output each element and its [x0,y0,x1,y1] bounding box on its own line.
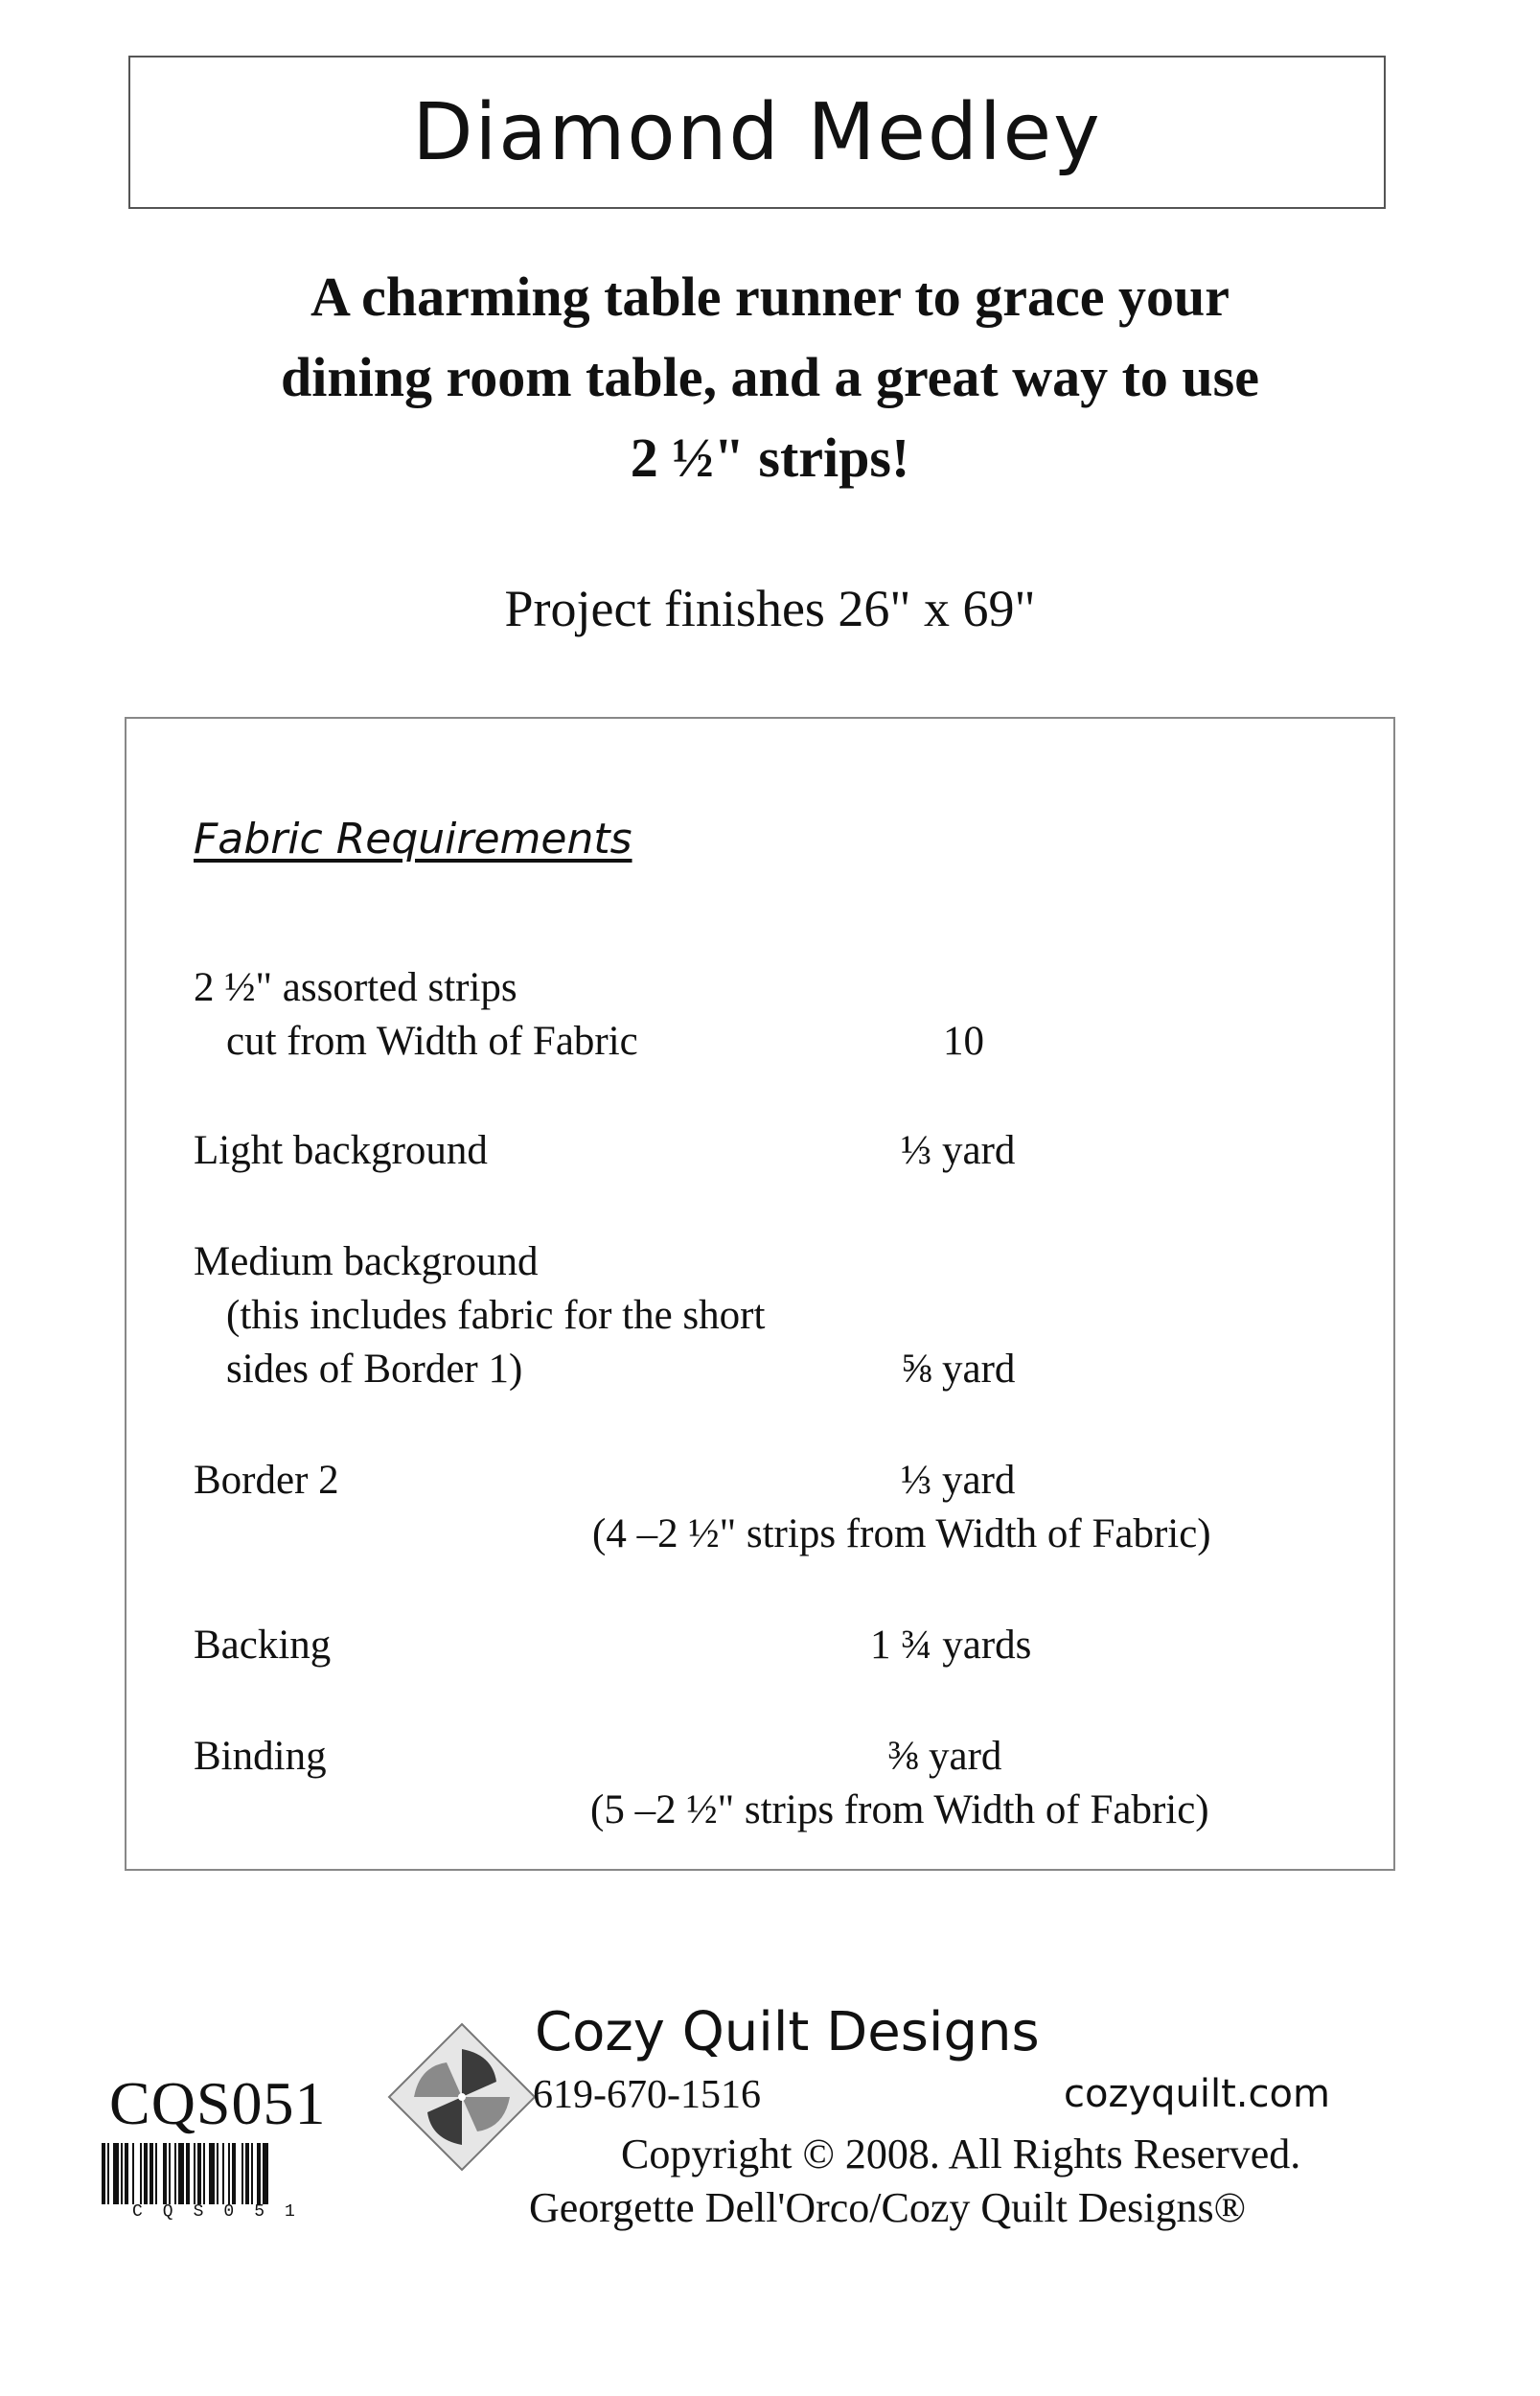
requirement-note: (5 –2 ½" strips from Width of Fabric) [590,1787,1209,1832]
requirement-amount: ⅓ yard [901,1458,1016,1503]
fabric-requirements-box [125,717,1395,1871]
website-link[interactable]: cozyquilt.com [1064,2072,1330,2116]
barcode-icon [100,2143,345,2204]
phone-number: 619-670-1516 [533,2073,761,2117]
project-finishes: Project finishes 26" x 69" [504,580,1036,637]
brand-name: Cozy Quilt Designs [535,2001,1040,2063]
page-title: Diamond Medley [412,86,1102,178]
tagline-line: 2 ½" strips! [630,426,910,489]
requirements-heading: Fabric Requirements [194,815,632,864]
requirement-name: 2 ½" assorted strips [194,965,517,1010]
author-credit: Georgette Dell'Orco/Cozy Quilt Designs® [529,2184,1247,2231]
requirement-name: Light background [194,1128,488,1173]
product-sku: CQS051 [109,2069,327,2137]
copyright-notice: Copyright © 2008. All Rights Reserved. [621,2131,1301,2177]
requirement-amount: 1 ¾ yards [870,1623,1032,1668]
barcode-text: CQS051 [132,2202,315,2222]
requirement-amount: 10 [943,1019,984,1064]
requirement-name: Binding [194,1734,327,1779]
tagline [96,257,1444,498]
tagline-line: dining room table, and a great way to use [281,346,1259,408]
requirement-detail: (this includes fabric for the short [226,1293,766,1338]
requirement-amount: ⅝ yard [901,1347,1016,1392]
title-box [128,56,1386,209]
pinwheel-diamond-logo-icon [385,2020,539,2174]
requirement-name: Medium background [194,1239,539,1284]
requirement-amount: ⅜ yard [887,1734,1002,1779]
requirement-note: (4 –2 ½" strips from Width of Fabric) [592,1511,1211,1556]
requirement-name: Backing [194,1623,332,1668]
requirement-detail: cut from Width of Fabric [226,1019,638,1064]
requirement-amount: ⅓ yard [901,1128,1016,1173]
tagline-line: A charming table runner to grace your [310,265,1230,328]
requirement-detail: sides of Border 1) [226,1347,523,1392]
requirement-name: Border 2 [194,1458,339,1503]
